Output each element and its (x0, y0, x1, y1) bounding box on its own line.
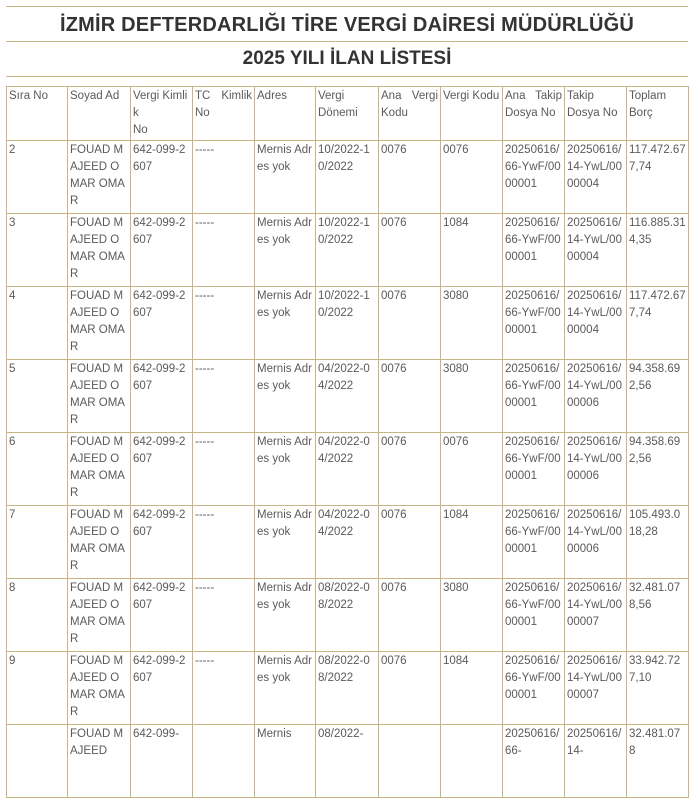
sira-no-cell: 8 (7, 579, 68, 652)
vergi-donemi-cell: 10/2022-10/2022 (316, 287, 379, 360)
vergi-kodu-cell (441, 725, 503, 798)
vergi-kimlik-cell: 642-099-2607 (131, 579, 193, 652)
ana-vergi-kodu-cell: 0076 (379, 652, 441, 725)
soyad-ad-cell: FOUAD MAJEED (68, 725, 131, 798)
header-row (7, 87, 689, 141)
vergi-donemi-cell: 04/2022-04/2022 (316, 433, 379, 506)
col-vergi-kimlik-no: Vergi Kimlik No (131, 87, 193, 141)
table-row (7, 579, 689, 652)
takip-dosya-cell: 20250616/14-YwL/0000007 (565, 579, 627, 652)
ana-vergi-kodu-cell: 0076 (379, 433, 441, 506)
vergi-donemi-cell: 08/2022-08/2022 (316, 652, 379, 725)
col-toplam-borc: Toplam Borç (627, 87, 689, 141)
vergi-donemi-cell: 08/2022- (316, 725, 379, 798)
sira-no-cell (7, 725, 68, 798)
tc-kimlik-cell: ----- (193, 652, 255, 725)
ana-takip-dosya-cell: 20250616/66-YwF/0000001 (503, 141, 565, 214)
toplam-borc-cell: 105.493.018,28 (627, 506, 689, 579)
tc-kimlik-cell (193, 725, 255, 798)
ana-vergi-kodu-cell: 0076 (379, 506, 441, 579)
table-row (7, 214, 689, 287)
vergi-kodu-cell: 0076 (441, 433, 503, 506)
adres-cell: Mernis Adres yok (255, 506, 316, 579)
vergi-kodu-cell: 1084 (441, 214, 503, 287)
takip-dosya-cell: 20250616/14-YwL/0000004 (565, 214, 627, 287)
tc-kimlik-cell: ----- (193, 506, 255, 579)
vergi-kimlik-cell: 642-099-2607 (131, 287, 193, 360)
ana-takip-dosya-cell: 20250616/66- (503, 725, 565, 798)
table-row (7, 433, 689, 506)
table-row (7, 360, 689, 433)
adres-cell: Mernis Adres yok (255, 287, 316, 360)
ana-takip-dosya-cell: 20250616/66-YwF/0000001 (503, 433, 565, 506)
adres-cell: Mernis Adres yok (255, 652, 316, 725)
toplam-borc-cell: 94.358.692,56 (627, 360, 689, 433)
vergi-kimlik-cell: 642-099-2607 (131, 360, 193, 433)
toplam-borc-cell: 32.481.078 (627, 725, 689, 798)
ana-vergi-kodu-cell: 0076 (379, 287, 441, 360)
toplam-borc-cell: 94.358.692,56 (627, 433, 689, 506)
vergi-kodu-cell: 0076 (441, 141, 503, 214)
ana-vergi-kodu-cell: 0076 (379, 214, 441, 287)
ana-vergi-kodu-cell: 0076 (379, 141, 441, 214)
tc-kimlik-cell: ----- (193, 287, 255, 360)
table-row (7, 725, 689, 798)
toplam-borc-cell: 32.481.078,56 (627, 579, 689, 652)
vergi-kimlik-cell: 642-099-2607 (131, 214, 193, 287)
ana-takip-dosya-cell: 20250616/66-YwF/0000001 (503, 506, 565, 579)
col-soyad-ad: Soyad Ad (68, 87, 131, 141)
soyad-ad-cell: FOUAD MAJEED OMAR OMAR (68, 506, 131, 579)
ana-takip-dosya-cell: 20250616/66-YwF/0000001 (503, 287, 565, 360)
adres-cell: Mernis Adres yok (255, 433, 316, 506)
adres-cell: Mernis Adres yok (255, 579, 316, 652)
tc-kimlik-cell: ----- (193, 579, 255, 652)
soyad-ad-cell: FOUAD MAJEED OMAR OMAR (68, 141, 131, 214)
takip-dosya-cell: 20250616/14-YwL/0000007 (565, 652, 627, 725)
vergi-donemi-cell: 10/2022-10/2022 (316, 214, 379, 287)
vergi-kodu-cell: 3080 (441, 287, 503, 360)
adres-cell: Mernis (255, 725, 316, 798)
takip-dosya-cell: 20250616/14-YwL/0000006 (565, 433, 627, 506)
tc-kimlik-cell: ----- (193, 141, 255, 214)
toplam-borc-cell: 117.472.677,74 (627, 287, 689, 360)
soyad-ad-cell: FOUAD MAJEED OMAR OMAR (68, 652, 131, 725)
col-tc-kimlik-no: TC Kimlik No (193, 87, 255, 141)
vergi-kimlik-cell: 642-099-2607 (131, 141, 193, 214)
takip-dosya-cell: 20250616/14-YwL/0000006 (565, 506, 627, 579)
table-row (7, 141, 689, 214)
document-title: İZMİR DEFTERDARLIĞI TİRE VERGİ DAİRESİ MÜDÜRLÜĞÜ (59, 14, 635, 36)
ana-vergi-kodu-cell: 0076 (379, 579, 441, 652)
soyad-ad-cell: FOUAD MAJEED OMAR OMAR (68, 214, 131, 287)
col-vergi-kodu: Vergi Kodu (441, 87, 503, 141)
tc-kimlik-cell: ----- (193, 360, 255, 433)
top-rule (6, 6, 688, 7)
tc-kimlik-cell: ----- (193, 433, 255, 506)
col-adres: Adres (255, 87, 316, 141)
title-rule (6, 41, 688, 42)
table-row (7, 287, 689, 360)
ana-vergi-kodu-cell (379, 725, 441, 798)
takip-dosya-cell: 20250616/14-YwL/0000004 (565, 287, 627, 360)
col-takip-dosya-no: Takip Dosya No (565, 87, 627, 141)
toplam-borc-cell: 116.885.314,35 (627, 214, 689, 287)
vergi-donemi-cell: 04/2022-04/2022 (316, 360, 379, 433)
ana-takip-dosya-cell: 20250616/66-YwF/0000001 (503, 360, 565, 433)
vergi-kodu-cell: 3080 (441, 360, 503, 433)
vergi-kimlik-cell: 642-099-2607 (131, 506, 193, 579)
col-ana-takip-dosya-no: Ana Takip Dosya No (503, 87, 565, 141)
sira-no-cell: 6 (7, 433, 68, 506)
ana-vergi-kodu-cell: 0076 (379, 360, 441, 433)
vergi-donemi-cell: 10/2022-10/2022 (316, 141, 379, 214)
ana-takip-dosya-cell: 20250616/66-YwF/0000001 (503, 214, 565, 287)
soyad-ad-cell: FOUAD MAJEED OMAR OMAR (68, 287, 131, 360)
adres-cell: Mernis Adres yok (255, 141, 316, 214)
soyad-ad-cell: FOUAD MAJEED OMAR OMAR (68, 433, 131, 506)
vergi-kodu-cell: 1084 (441, 506, 503, 579)
tc-kimlik-cell: ----- (193, 214, 255, 287)
sira-no-cell: 7 (7, 506, 68, 579)
vergi-kodu-cell: 3080 (441, 579, 503, 652)
sira-no-cell: 2 (7, 141, 68, 214)
ana-takip-dosya-cell: 20250616/66-YwF/0000001 (503, 652, 565, 725)
sira-no-cell: 9 (7, 652, 68, 725)
table-row (7, 652, 689, 725)
vergi-kimlik-cell: 642-099-2607 (131, 652, 193, 725)
col-vergi-donemi: Vergi Dönemi (316, 87, 379, 141)
toplam-borc-cell: 117.472.677,74 (627, 141, 689, 214)
toplam-borc-cell: 33.942.727,10 (627, 652, 689, 725)
document-subtitle: 2025 YILI İLAN LİSTESİ (242, 48, 452, 69)
tax-notice-table (6, 86, 689, 798)
col-ana-vergi-kodu: Ana Vergi Kodu (379, 87, 441, 141)
col-sira-no: Sıra No (7, 87, 68, 141)
sira-no-cell: 5 (7, 360, 68, 433)
sira-no-cell: 3 (7, 214, 68, 287)
takip-dosya-cell: 20250616/14- (565, 725, 627, 798)
soyad-ad-cell: FOUAD MAJEED OMAR OMAR (68, 360, 131, 433)
vergi-kimlik-cell: 642-099- (131, 725, 193, 798)
table-row (7, 506, 689, 579)
vergi-donemi-cell: 04/2022-04/2022 (316, 506, 379, 579)
sira-no-cell: 4 (7, 287, 68, 360)
vergi-kimlik-cell: 642-099-2607 (131, 433, 193, 506)
adres-cell: Mernis Adres yok (255, 360, 316, 433)
subtitle-rule (6, 76, 688, 77)
vergi-kodu-cell: 1084 (441, 652, 503, 725)
soyad-ad-cell: FOUAD MAJEED OMAR OMAR (68, 579, 131, 652)
takip-dosya-cell: 20250616/14-YwL/0000006 (565, 360, 627, 433)
ana-takip-dosya-cell: 20250616/66-YwF/0000001 (503, 579, 565, 652)
vergi-donemi-cell: 08/2022-08/2022 (316, 579, 379, 652)
adres-cell: Mernis Adres yok (255, 214, 316, 287)
takip-dosya-cell: 20250616/14-YwL/0000004 (565, 141, 627, 214)
